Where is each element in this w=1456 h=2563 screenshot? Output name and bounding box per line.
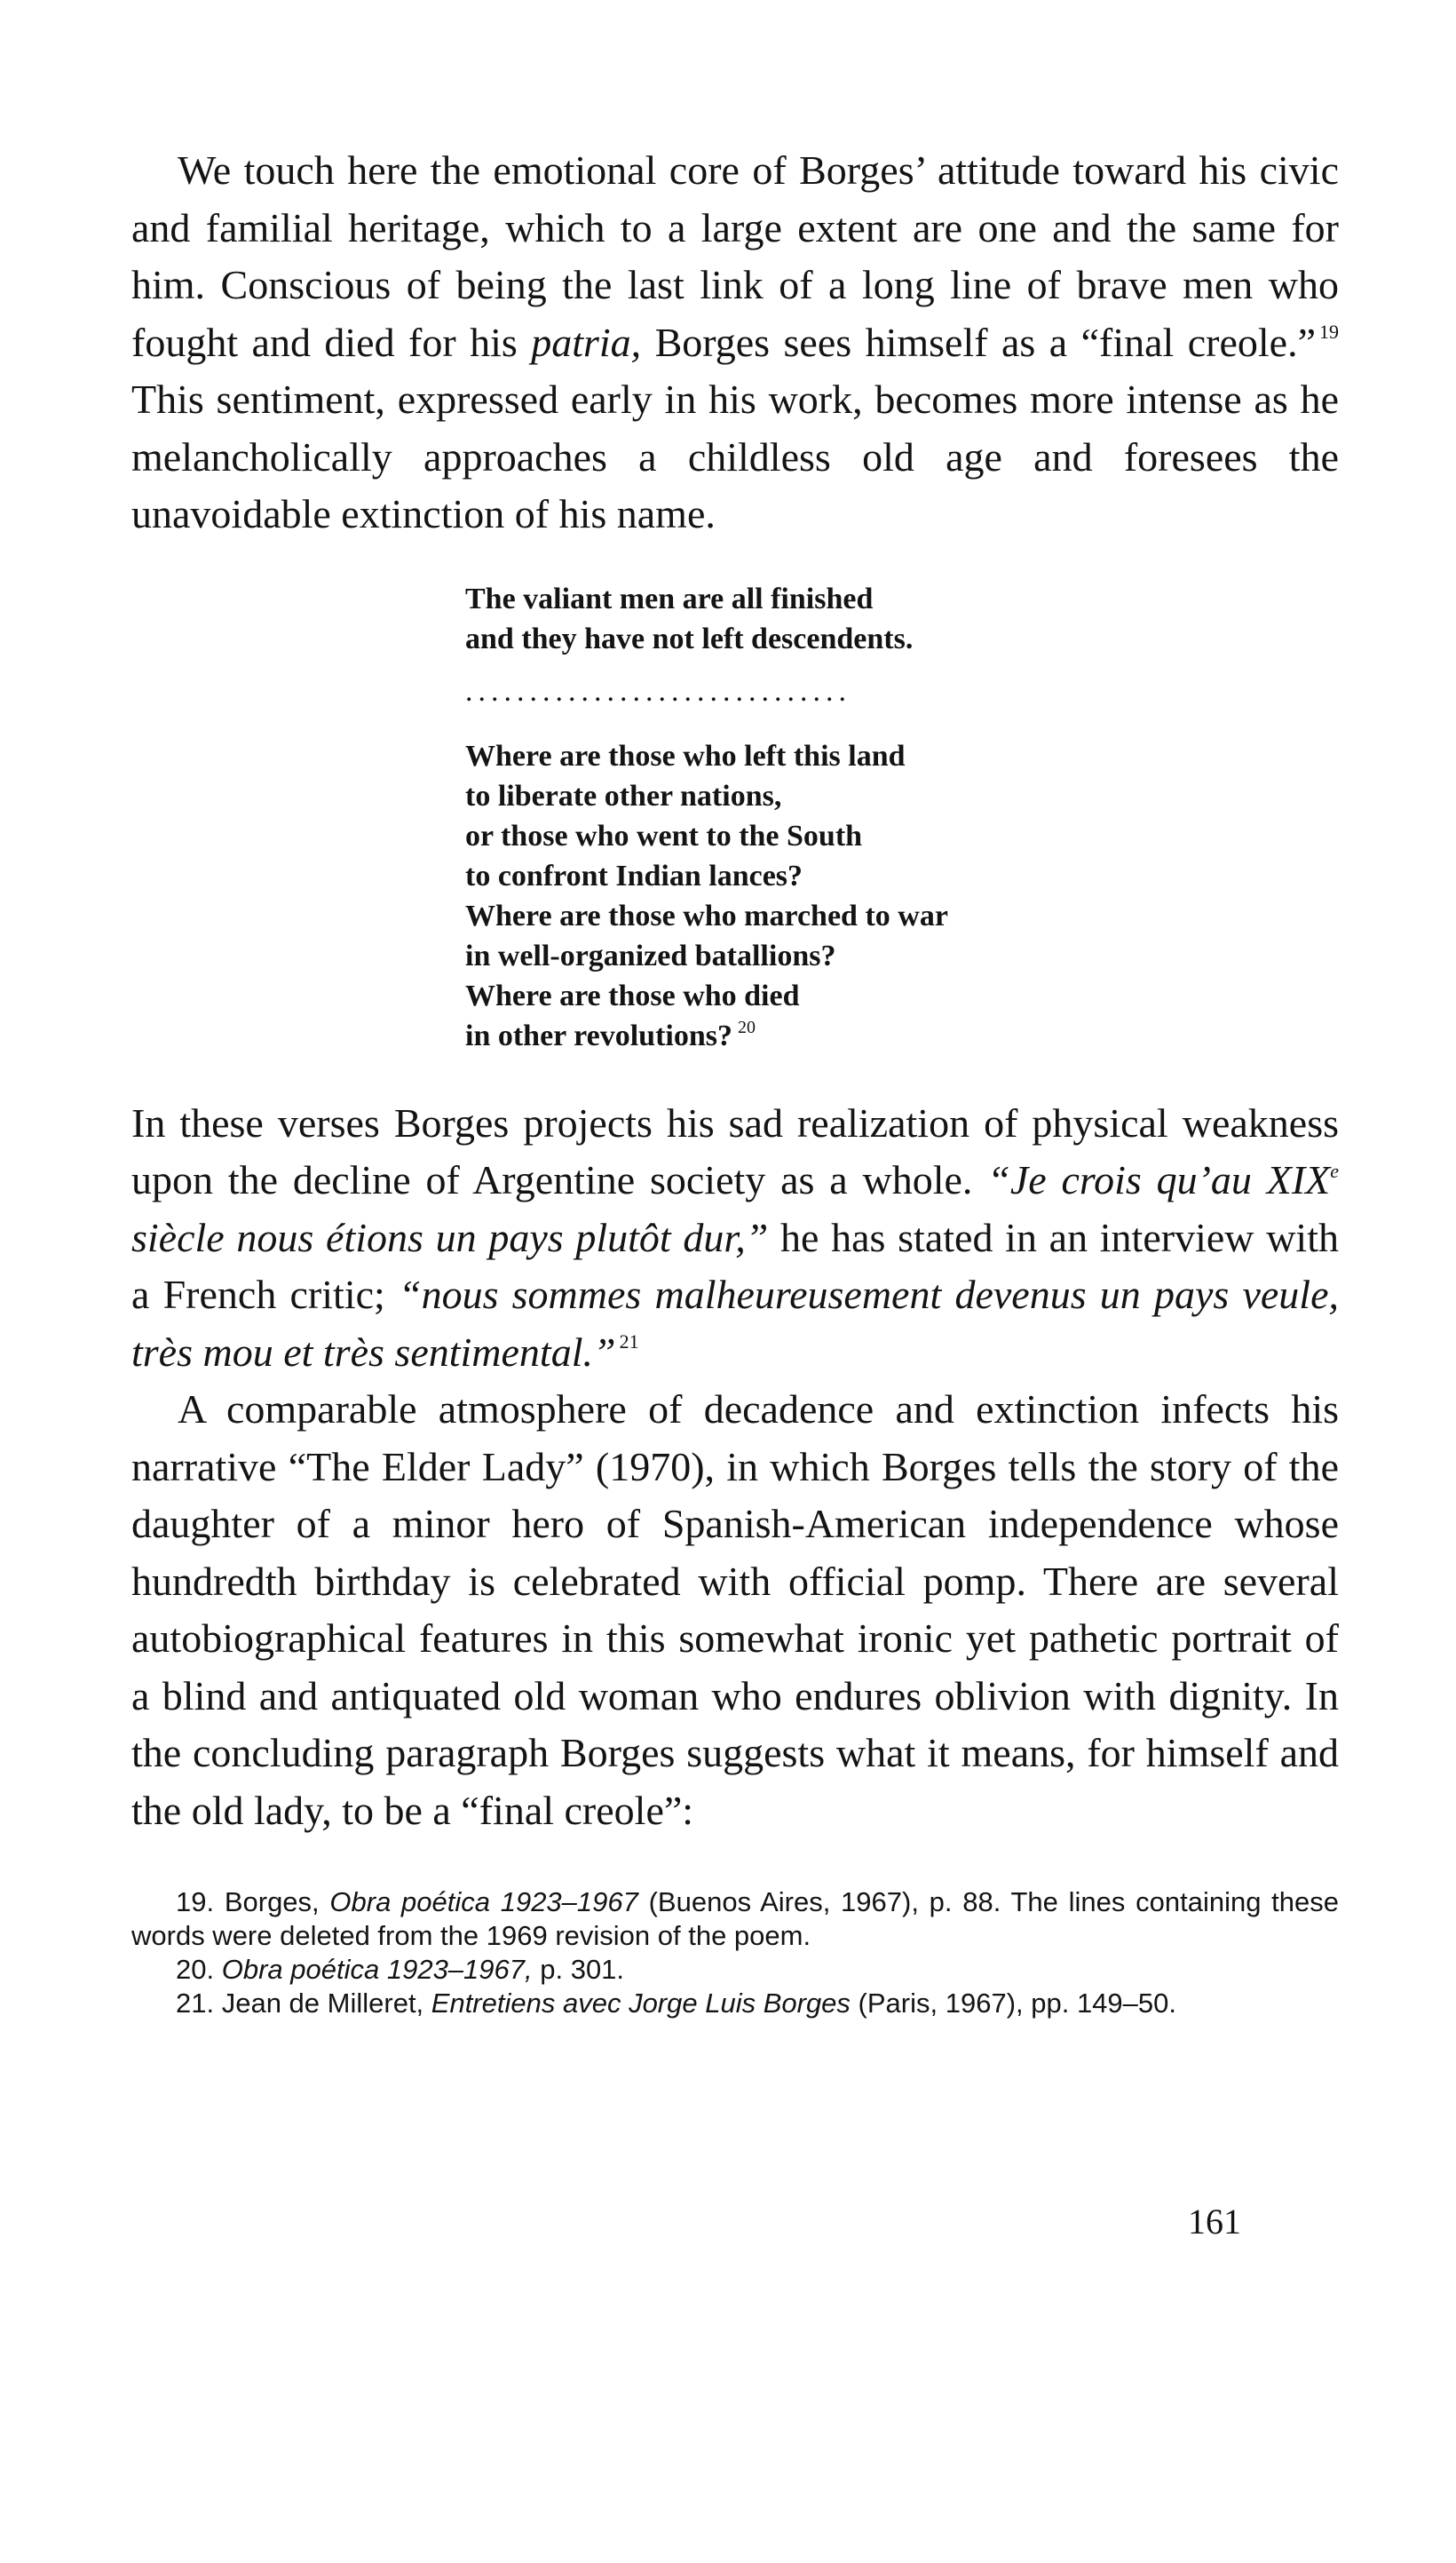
footnote-text xyxy=(214,1954,222,1985)
poem-line: Where are those who marched to war xyxy=(465,899,948,932)
poem-stanza-2 xyxy=(465,736,1339,1056)
paragraph-2-text: In these verses Borges projects his sad realization of physical weakness upon the decline of Argentine society as a whole. xyxy=(131,1099,1339,1202)
footnote-ref-20[interactable]: 20 xyxy=(738,1017,756,1037)
poem-block xyxy=(465,579,1339,1056)
poem-line: Where are those who left this land xyxy=(465,739,906,773)
footnote-number: 19. xyxy=(176,1886,215,1917)
french-quote-1a: “Je crois qu’au XIX xyxy=(987,1157,1331,1202)
paragraph-1-end: This sentiment, expressed early in his work, becomes more intense as he melancholically approaches a childless old age and foresees the unavoidable extinction of his name. xyxy=(131,377,1339,536)
footnote-text: (Paris, 1967), pp. 149–50. xyxy=(850,1988,1177,2019)
paragraph-1 xyxy=(131,142,1339,544)
century-superscript: e xyxy=(1330,1160,1340,1182)
footnote-ref-21[interactable]: 21 xyxy=(619,1329,639,1353)
footnote-text: p. 301. xyxy=(532,1954,625,1985)
footnote-title: Obra poética 1923–1967, xyxy=(221,1954,533,1985)
footnote-title: Entretiens avec Jorge Luis Borges xyxy=(431,1988,851,2019)
paragraph-3: A comparable atmosphere of decadence and extinction infects his narrative “The Elder Lady” (1970), in which Borges tells the story of the daughter of a minor hero of Spanish-American independence whose hundredth birthday is celebrated with official pomp. There are several autobiographical features in this somewhat ironic yet pathetic portrait of a blind and antiquated old woman who endures oblivion with dignity. In the concluding paragraph Borges suggests what it means, for himself and the old lady, to be a “final creole”: xyxy=(131,1386,1339,1833)
poem-line: The valiant men are all finished xyxy=(465,582,874,615)
italic-patria: patria, xyxy=(531,319,642,365)
poem-line-last-text: in other revolutions? xyxy=(465,1019,732,1052)
paragraph-1-text: We touch here the emotional core of Borges’ attitude toward his civic and familial heritage, which to a large extent are one and the same for him. Conscious of being the last link of a long line of brave men who fought and died for his xyxy=(131,147,1339,365)
poem-line: to liberate other nations, xyxy=(465,779,782,813)
footnote-text: (Buenos Aires, 1967), p. 88. The lines containing these words were deleted from the 1969 revision of the poem. xyxy=(131,1886,1339,1951)
page-number: 161 xyxy=(1188,2202,1241,2242)
footnote-20 xyxy=(131,1953,1339,1987)
poem-stanza-1 xyxy=(465,579,1339,659)
poem-line: to confront Indian lances? xyxy=(465,859,803,893)
poem-line: in well-organized batallions? xyxy=(465,939,836,972)
page-body xyxy=(131,142,1339,2020)
poem-line-last xyxy=(465,1016,1339,1056)
french-quote-2: “nous sommes malheureusement devenus un pays veule, très mou et très sentimental.” xyxy=(131,1272,1339,1375)
footnotes xyxy=(131,1885,1339,2020)
poem-line: or those who went to the South xyxy=(465,819,863,853)
poem-line: Where are those who died xyxy=(465,979,800,1012)
poem-line: and they have not left descendents. xyxy=(465,622,914,655)
paragraph-2 xyxy=(131,1095,1339,1382)
footnote-21 xyxy=(131,1987,1339,2020)
paragraph-1-mid: Borges sees himself as a “final creole.” xyxy=(641,319,1316,365)
footnote-number: 20. xyxy=(176,1954,215,1985)
footnote-text: Borges, xyxy=(214,1886,330,1917)
french-quote-1b: siècle nous étions un pays plutôt dur,” xyxy=(131,1214,769,1260)
footnote-ref-19[interactable]: 19 xyxy=(1319,320,1339,343)
footnote-text: Jean de Milleret, xyxy=(214,1988,431,2019)
footnote-number: 21. xyxy=(176,1988,215,2019)
footnote-title: Obra poética 1923–1967 xyxy=(329,1886,638,1917)
ellipsis-divider: .............................. xyxy=(465,674,851,708)
footnote-19 xyxy=(131,1885,1339,1953)
paragraph-2-mid: he has stated in an interview with a French critic; xyxy=(131,1214,1339,1317)
